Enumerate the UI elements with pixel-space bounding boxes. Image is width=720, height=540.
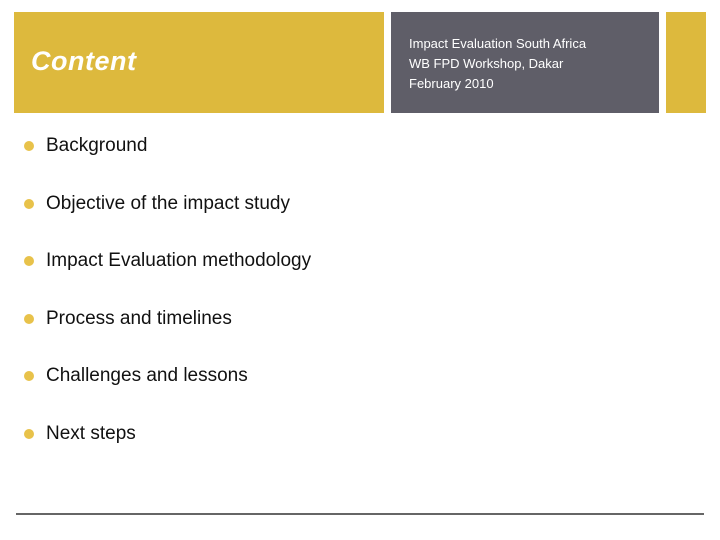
title-banner [14, 12, 384, 113]
bullet-text: Impact Evaluation methodology [46, 250, 312, 272]
info-line-event: Impact Evaluation South Africa [409, 36, 587, 51]
bullet-item-objective [24, 190, 311, 248]
bullet-dot-icon [24, 314, 34, 324]
info-banner [391, 12, 659, 113]
bullet-item-process [24, 305, 311, 363]
bullet-text: Challenges and lessons [46, 365, 248, 387]
bullet-dot-icon [24, 199, 34, 209]
info-text-block [409, 34, 586, 94]
bullet-item-challenges [24, 362, 311, 420]
bullet-text: Process and timelines [46, 307, 232, 329]
info-line-date: February 2010 [409, 76, 494, 91]
content-bullet-list [24, 132, 311, 478]
bullet-text: Background [46, 135, 148, 156]
bullet-dot-icon [24, 256, 34, 266]
bullet-item-background [24, 132, 311, 190]
bullet-text: Next steps [46, 422, 136, 444]
slide-title: Content [31, 46, 137, 76]
accent-block [666, 12, 706, 113]
bullet-item-next-steps [24, 420, 311, 478]
bullet-dot-icon [24, 429, 34, 439]
bullet-item-methodology [24, 247, 311, 305]
bullet-dot-icon [24, 371, 34, 381]
bottom-divider [16, 513, 704, 515]
info-line-workshop: WB FPD Workshop, Dakar [409, 56, 564, 71]
bullet-dot-icon [24, 141, 34, 151]
bullet-text: Objective of the impact study [46, 192, 290, 214]
